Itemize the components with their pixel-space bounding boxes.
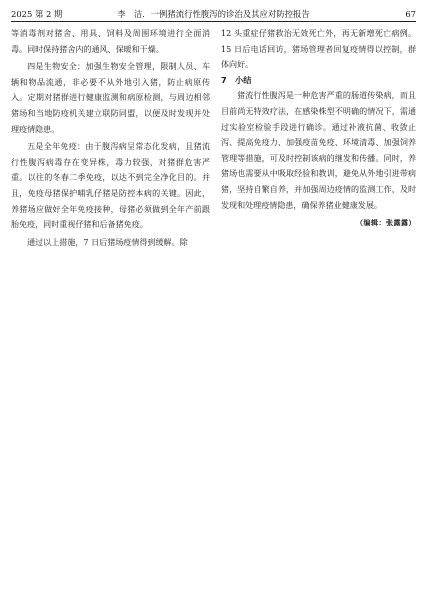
journal-issue: 2025 第 2 期 xyxy=(11,9,63,19)
left-column xyxy=(11,26,210,250)
right-column xyxy=(221,26,416,232)
section-title: 小结 xyxy=(235,74,252,85)
section-heading-summary xyxy=(221,73,416,89)
paragraph-disinfection-continued: 等消毒剂对猪舍、用具、饲料及周围环境进行全面消毒。同时保持猪舍内的通风、保暖和干燥。 xyxy=(11,29,210,54)
page-header xyxy=(11,7,416,21)
paragraph-outcome-continued: 12 头重症仔猪救治无效死亡外，再无新增死亡病例。15 日后电话回访，猪场管理者回复疫情得以控制，群体向好。 xyxy=(221,29,416,70)
header-rule xyxy=(11,21,416,22)
paragraph-outcome-start: 通过以上措施，7 日后猪场疫情得到缓解。除 xyxy=(27,237,188,247)
paragraph-biosecurity: 四是生物安全：加强生物安全管理，限制人员、车辆和物品流通，非必要不从外地引入猪，防止病原传入。定期对猪群进行健康监测和病原检测，与周边相邻猪场和当地防疫机关建立联防同盟，以便及时发现并处理疫情隐患。 xyxy=(11,62,210,134)
paragraph-summary: 猪流行性腹泻是一种危害严重的肠道传染病，而且目前尚无特效疗法，在感染株型不明确的情况下，需通过实验室检验手段进行确诊。通过补液抗菌、收敛止泻、提高免疫力、加强疫苗免疫、环境清毒、加强饲养管理等措施，可及时控制该病的继发和传播。同时，养猪场也需要从中吸取经验和教训，避免从外地引进带病猪，坚持自繁自养，并加强周边疫情的监测工作，及时发现和处理疫情隐患，确保养猪业健康发展。 xyxy=(221,91,416,210)
editor-credit: （编辑：张露露） xyxy=(356,219,416,228)
section-number: 7 xyxy=(221,74,227,85)
page-number: 67 xyxy=(405,9,416,19)
paragraph-year-round-immunization: 五是全年免疫：由于腹泻病呈常态化发病，且猪流行性腹泻病毒存在变异株，毒力较强，对猪群危害严重。以往的冬春二季免疫，以达不到完全净化目的。并且，免疫母猪保护哺乳仔猪是防控本病的关键。因此，养猪场应做好全年免疫接种，母猪必须做到全年产前跟胎免疫，同时重视仔猪和后备猪免疫。 xyxy=(11,142,210,230)
running-title: 李 洁．一例猪流行性腹泻的诊治及其应对防控报告 xyxy=(117,9,310,19)
